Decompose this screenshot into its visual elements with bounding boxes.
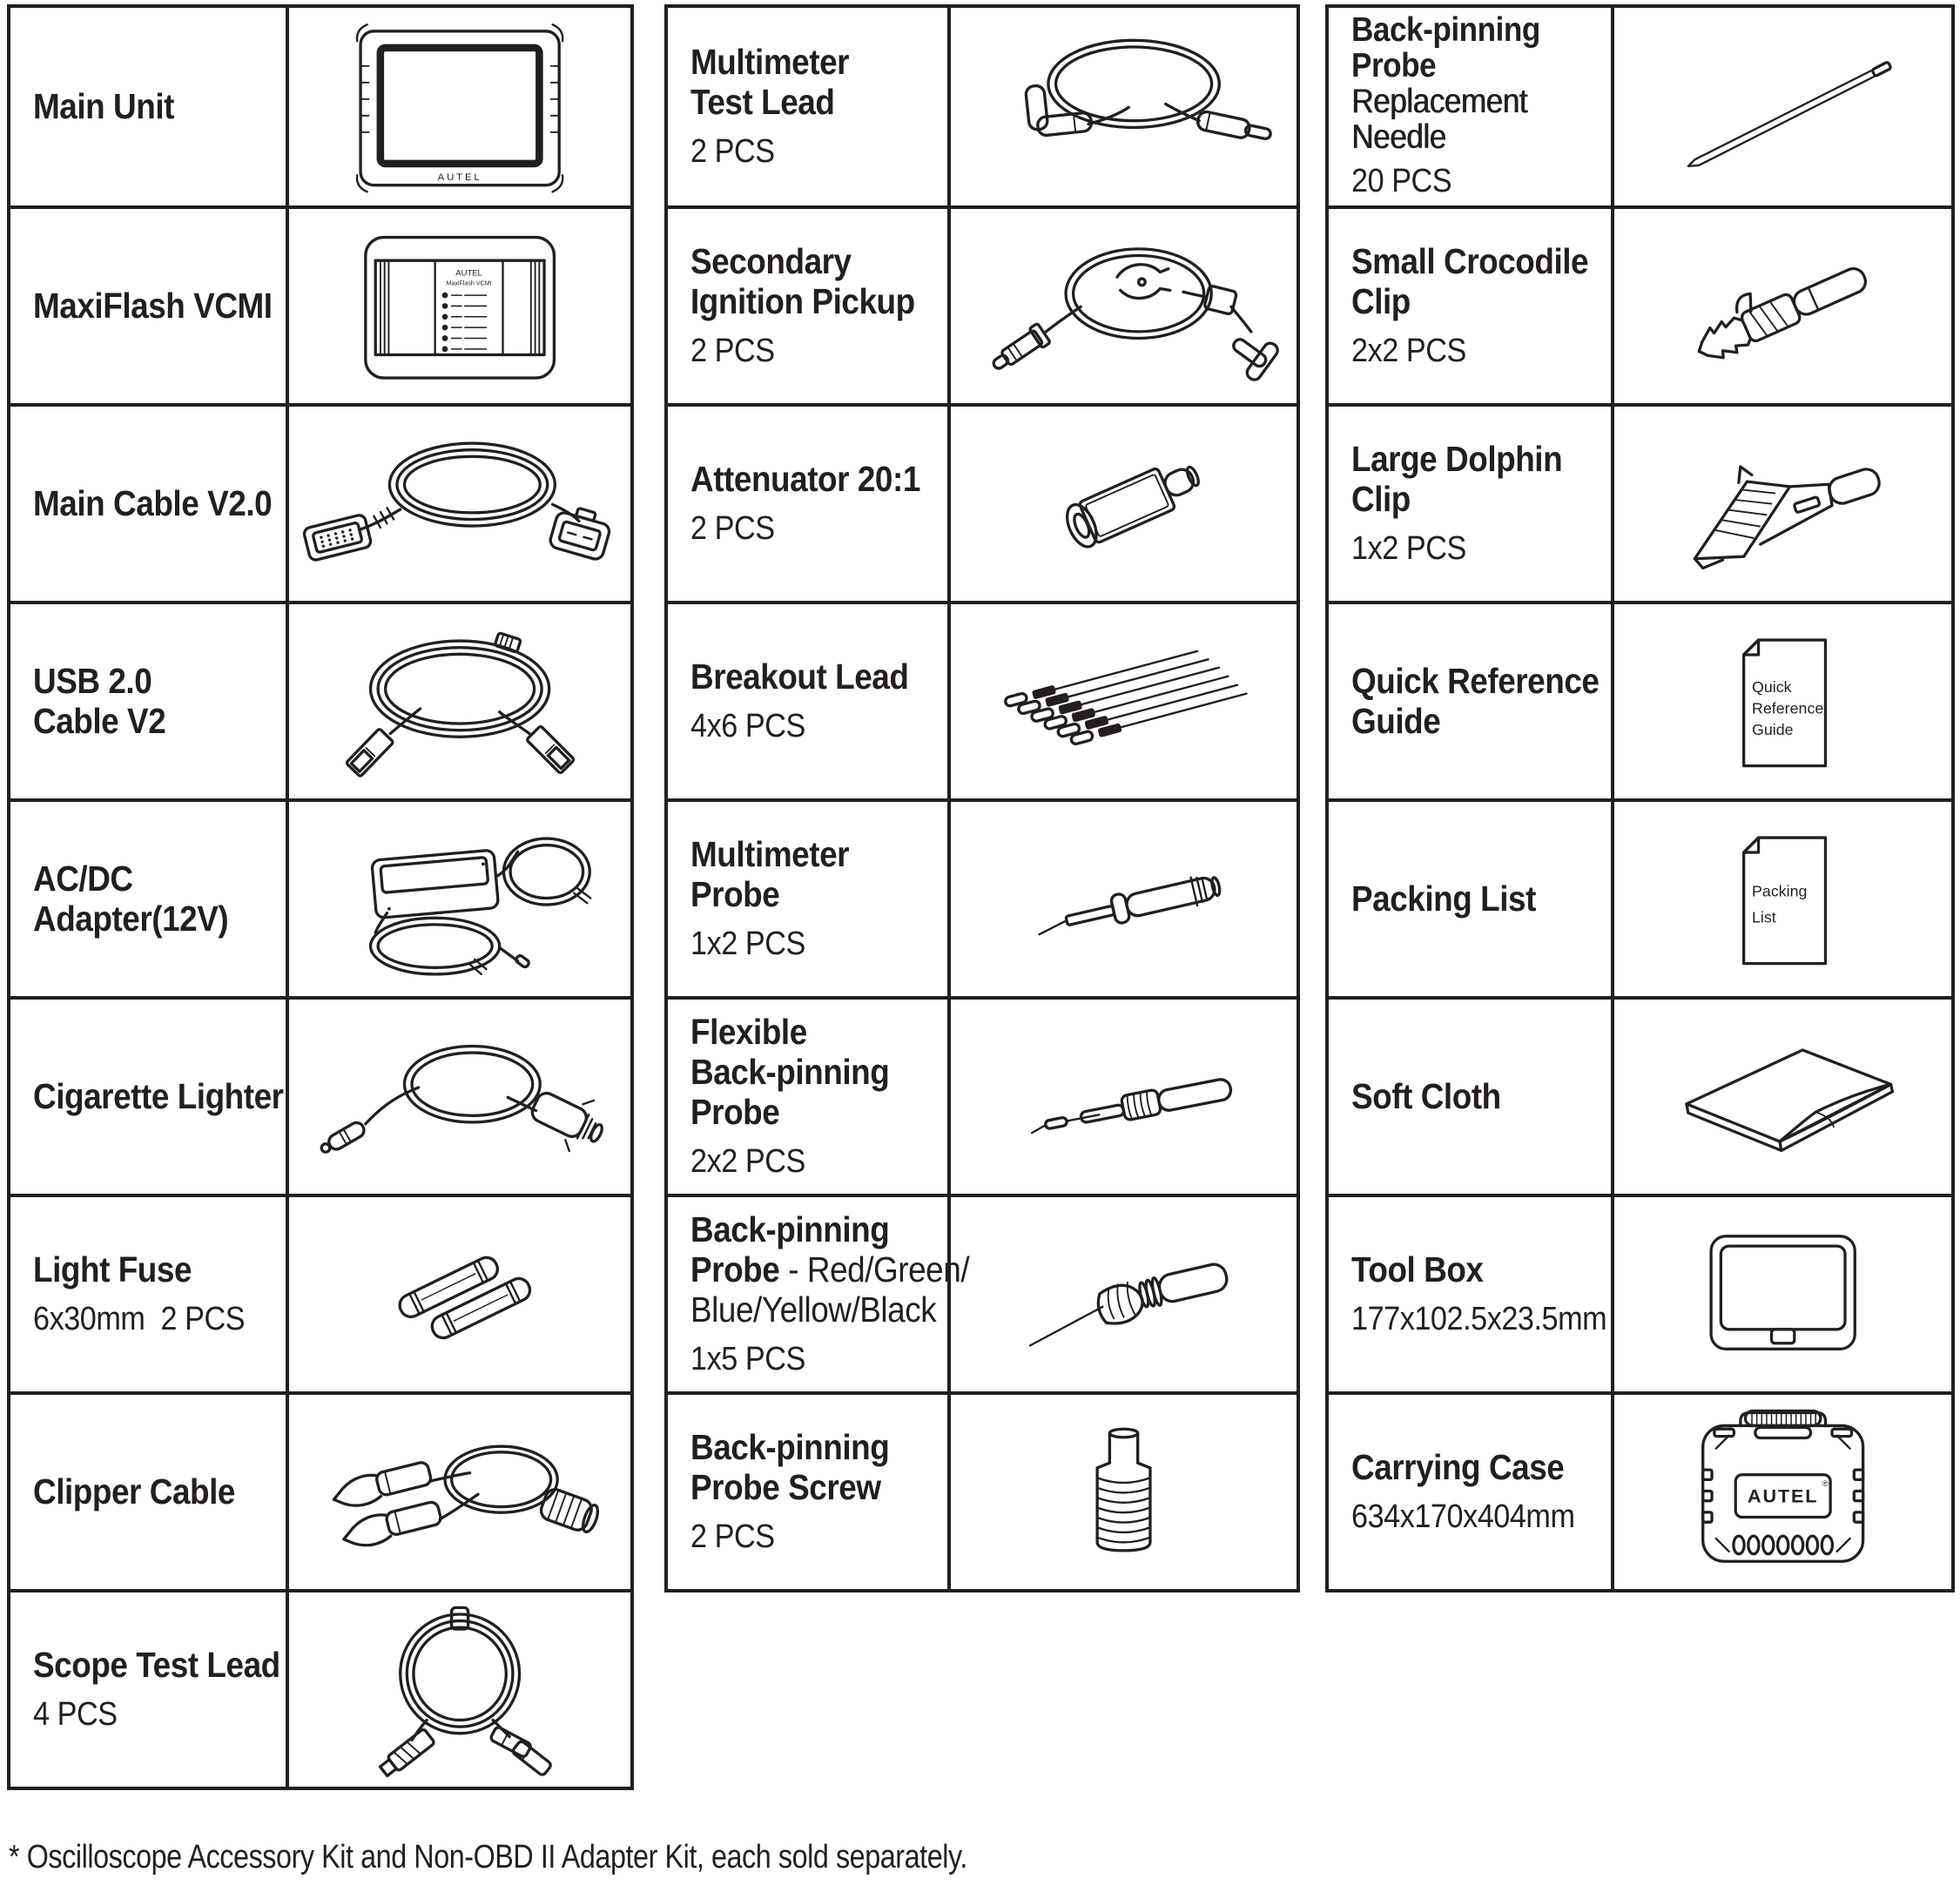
item-name-line: Tool Box [1351, 1249, 1484, 1290]
guide-page-text-line: Guide [1751, 720, 1794, 738]
item-name-line: Probe [690, 874, 780, 914]
cigarette-lighter-illustration [294, 1005, 625, 1189]
item-quantity: 4x6 PCS [690, 707, 805, 744]
multimeter-probe-label-cell [668, 802, 951, 996]
quick-reference-guide-illustration [1620, 609, 1946, 794]
item-name-line: Multimeter [690, 834, 850, 875]
battery-clamp [330, 1460, 433, 1512]
item-name [1351, 879, 1582, 919]
list-page-text-line: List [1751, 908, 1776, 926]
item-name-line: Probe Screw [690, 1467, 881, 1507]
breakout-lead-illustration [956, 609, 1291, 794]
scope-test-lead-image-cell [289, 1592, 630, 1787]
packing-list-illustration [1620, 807, 1946, 992]
registered-trademark-symbol: ® [1822, 1478, 1829, 1488]
item-name-line: Clip [1351, 281, 1411, 321]
packing-table-right [1325, 4, 1955, 1592]
main-cable-illustration [294, 412, 625, 596]
scope-test-lead-illustration [294, 1598, 625, 1782]
main-cable-label-cell [10, 407, 289, 601]
item-name [33, 482, 273, 524]
item-quantity: 2x2 PCS [1351, 332, 1466, 369]
row-quick-reference-guide [1329, 601, 1951, 798]
row-small-crocodile-clip [1329, 205, 1951, 403]
large-dolphin-clip-label-cell [1329, 407, 1614, 601]
item-quantity: 2 PCS [690, 1518, 775, 1555]
main-unit-label-cell [10, 8, 289, 205]
cigarette-lighter-label-cell [10, 1000, 289, 1194]
usb-plug-left [346, 728, 394, 776]
item-name-line: Cable V2 [33, 700, 166, 741]
item-name-line: Carrying Case [1351, 1447, 1565, 1488]
guide-page-text-line: Quick [1751, 677, 1792, 696]
item-name-line: Large Dolphin [1351, 439, 1563, 480]
item-name-line: Test Lead [690, 82, 835, 122]
item-name [1351, 440, 1582, 520]
item-dimensions: 634x170x404mm [1351, 1498, 1575, 1535]
soft-cloth-label-cell [1329, 1000, 1614, 1194]
scope-test-lead-label-cell [10, 1592, 289, 1787]
main-unit-image-cell [289, 8, 630, 205]
row-large-dolphin-clip [1329, 403, 1951, 601]
item-quantity: 4 PCS [33, 1695, 118, 1733]
item-quantity: 1x2 PCS [690, 925, 805, 962]
attenuator-label-cell [668, 407, 951, 601]
back-pinning-probe-illustration [956, 1202, 1291, 1387]
row-multimeter-test-lead [668, 8, 1297, 205]
item-name [690, 1428, 919, 1508]
item-name-line: Flexible [690, 1012, 807, 1053]
back-pinning-probe-screw-illustration [956, 1400, 1291, 1585]
item-name-line: Back-pinning [690, 1052, 890, 1093]
carrying-case-illustration [1620, 1400, 1946, 1585]
item-name-line: Main Unit [33, 85, 174, 126]
small-crocodile-clip-image-cell [1614, 209, 1951, 403]
row-replacement-needle [1329, 8, 1951, 205]
item-name [690, 43, 919, 123]
item-name-line: Attenuator 20:1 [690, 459, 920, 500]
item-name-line: Breakout Lead [690, 656, 909, 697]
item-name [1351, 660, 1600, 742]
item-quantity: 20 PCS [1351, 162, 1452, 199]
item-name [1351, 1448, 1582, 1488]
row-soft-cloth [1329, 996, 1951, 1194]
item-name [33, 285, 273, 327]
attenuator-illustration [956, 412, 1291, 596]
footnote: * Oscilloscope Accessory Kit and Non-OBD II Adapter Kit, each sold separately. [9, 1839, 967, 1875]
clipper-cable-label-cell [10, 1395, 289, 1589]
quick-reference-guide-label-cell [1329, 604, 1614, 798]
carrying-case-label-cell [1329, 1395, 1614, 1589]
row-maxiflash-vcmi [10, 205, 630, 403]
usb-cable-label-cell [10, 604, 289, 798]
tool-box-image-cell [1614, 1197, 1951, 1391]
item-name-line: Multimeter [690, 42, 850, 83]
replacement-needle-image-cell [1614, 8, 1951, 205]
item-name [33, 662, 257, 742]
item-name-line: Clipper Cable [33, 1471, 236, 1512]
row-ac-dc-adapter [10, 798, 630, 996]
vcmi-image-cell [289, 209, 630, 403]
item-name-line: Back-pinning [690, 1427, 890, 1468]
back-pinning-probe-screw-image-cell [951, 1395, 1297, 1589]
row-flexible-back-pinning-probe [668, 996, 1297, 1194]
ac-dc-adapter-image-cell [289, 802, 630, 996]
back-pinning-probe-image-cell [951, 1197, 1297, 1391]
item-name-bold-part: Probe [690, 1249, 780, 1290]
carrying-case-brand-text: AUTEL [1747, 1485, 1819, 1507]
multimeter-test-lead-illustration [956, 13, 1291, 201]
row-back-pinning-probe-screw [668, 1391, 1297, 1589]
item-name-line: Guide [1351, 700, 1441, 741]
multimeter-probe-illustration [956, 807, 1291, 992]
item-quantity: 2 PCS [690, 332, 775, 369]
item-name-line: Secondary [690, 241, 852, 282]
list-page-text-line: Packing [1751, 882, 1808, 900]
item-name-line: Probe [690, 1091, 780, 1132]
row-tool-box [1329, 1194, 1951, 1391]
row-usb-cable [10, 601, 630, 798]
item-name [690, 835, 919, 915]
clipper-cable-image-cell [289, 1395, 630, 1589]
item-name [1351, 241, 1589, 322]
tool-box-illustration [1620, 1202, 1946, 1387]
usb-plug-right [527, 725, 575, 773]
light-fuse-label-cell [10, 1197, 289, 1391]
item-name [33, 1075, 284, 1117]
flexible-back-pinning-probe-illustration [956, 1005, 1291, 1189]
item-name [690, 1209, 970, 1330]
item-name [1351, 1077, 1582, 1117]
item-name [1351, 1250, 1582, 1290]
soft-cloth-image-cell [1614, 1000, 1951, 1194]
item-name [690, 657, 919, 697]
attenuator-image-cell [951, 407, 1297, 601]
vcmi-led-indicators [442, 292, 448, 351]
secondary-ignition-pickup-image-cell [951, 209, 1297, 403]
vcmi-brand-text: AUTEL [455, 267, 482, 278]
item-name-line: Small Crocodile [1351, 241, 1589, 282]
row-packing-list [1329, 798, 1951, 996]
light-fuse-image-cell [289, 1197, 630, 1391]
row-main-unit [10, 8, 630, 205]
back-pinning-probe-screw-label-cell [668, 1395, 951, 1589]
guide-page-text-line: Reference [1751, 699, 1824, 717]
breakout-lead-label-cell [668, 604, 951, 798]
row-scope-test-lead [10, 1589, 630, 1787]
packing-table-left [7, 4, 634, 1790]
item-name-line: Soft Cloth [1351, 1075, 1501, 1116]
multimeter-test-lead-image-cell [951, 8, 1297, 205]
row-clipper-cable [10, 1391, 630, 1589]
item-color-variants-line: Blue/Yellow/Black [690, 1289, 937, 1330]
item-name-line: Packing List [1351, 878, 1536, 919]
row-secondary-ignition-pickup [668, 205, 1297, 403]
usb-cable-illustration [294, 609, 625, 794]
vcmi-model-text: MaxiFlash VCMI [446, 279, 492, 287]
item-name-line: Clip [1351, 479, 1411, 519]
small-crocodile-clip-illustration [1620, 214, 1946, 399]
item-name [33, 1645, 280, 1686]
usb-cable-image-cell [289, 604, 630, 798]
item-name-line: Replacement [1351, 83, 1527, 120]
item-name-line: Back-pinning [690, 1209, 890, 1250]
main-unit-illustration [294, 13, 625, 201]
main-cable-image-cell [289, 407, 630, 601]
tool-box-label-cell [1329, 1197, 1614, 1391]
secondary-ignition-pickup-label-cell [668, 209, 951, 403]
row-back-pinning-probe [668, 1194, 1297, 1391]
flexible-back-pinning-probe-image-cell [951, 1000, 1297, 1194]
cigarette-lighter-image-cell [289, 1000, 630, 1194]
soft-cloth-illustration [1620, 1005, 1946, 1189]
row-attenuator [668, 403, 1297, 601]
item-name [690, 460, 919, 500]
item-name-line: MaxiFlash VCMI [33, 285, 273, 326]
item-quantity: 1x2 PCS [1351, 529, 1466, 567]
item-name-line: Light Fuse [33, 1249, 192, 1290]
row-light-fuse [10, 1194, 630, 1391]
flexible-back-pinning-probe-label-cell [668, 1000, 951, 1194]
item-name-line: Adapter(12V) [33, 898, 229, 939]
item-name-line: Ignition Pickup [690, 281, 915, 321]
ac-dc-adapter-label-cell [10, 802, 289, 996]
item-name-line: Back-pinning [1351, 11, 1540, 50]
row-multimeter-probe [668, 798, 1297, 996]
item-quantity: 6x30mm 2 PCS [33, 1300, 246, 1337]
back-pinning-probe-label-cell [668, 1197, 970, 1391]
row-carrying-case [1329, 1391, 1951, 1589]
item-name [33, 87, 257, 127]
maxiflash-vcmi-illustration [294, 214, 625, 399]
item-color-variants-part: - Red/Green/ [788, 1249, 970, 1290]
item-name-line: Needle [1351, 118, 1446, 156]
row-breakout-lead [668, 601, 1297, 798]
item-name [690, 1013, 919, 1133]
vcmi-label-cell [10, 209, 289, 403]
item-dimensions: 177x102.5x23.5mm [1351, 1300, 1607, 1337]
item-quantity: 1x5 PCS [690, 1340, 805, 1377]
battery-clamp [340, 1500, 442, 1552]
large-dolphin-clip-image-cell [1614, 407, 1951, 601]
large-dolphin-clip-illustration [1620, 412, 1946, 596]
row-main-cable [10, 403, 630, 601]
quick-reference-guide-image-cell [1614, 604, 1951, 798]
main-unit-brand-text: AUTEL [437, 172, 482, 183]
secondary-ignition-pickup-illustration [956, 214, 1291, 399]
item-quantity: 2 PCS [690, 509, 775, 547]
item-name [33, 1472, 257, 1512]
item-name-line: AC/DC [33, 858, 133, 899]
packing-table-middle [664, 4, 1300, 1592]
item-name-line: USB 2.0 [33, 660, 152, 701]
packing-list-label-cell [1329, 802, 1614, 996]
lighter-socket [538, 1486, 601, 1535]
item-name-line: Main Cable V2.0 [33, 482, 273, 523]
item-quantity: 2 PCS [690, 132, 775, 170]
item-name-line: Quick Reference [1351, 660, 1600, 701]
item-name-line: Cigarette Lighter [33, 1075, 284, 1116]
packing-list-image-cell [1614, 802, 1951, 996]
item-name [690, 242, 919, 322]
lighter-plug [523, 1078, 613, 1160]
ac-dc-adapter-illustration [294, 807, 625, 992]
obd-connector [549, 502, 613, 561]
back-pinning-probe-replacement-needle-illustration [1620, 13, 1946, 201]
light-fuse-illustration [294, 1202, 625, 1387]
item-name [33, 859, 257, 939]
item-name [33, 1250, 257, 1290]
item-name-line: Scope Test Lead [33, 1645, 280, 1686]
item-name [1351, 13, 1582, 156]
item-name-line [690, 1249, 970, 1290]
breakout-lead-image-cell [951, 604, 1297, 798]
db-connector [303, 514, 372, 561]
row-cigarette-lighter [10, 996, 630, 1194]
multimeter-probe-image-cell [951, 802, 1297, 996]
carrying-case-image-cell [1614, 1395, 1951, 1589]
small-crocodile-clip-label-cell [1329, 209, 1614, 403]
multimeter-test-lead-label-cell [668, 8, 951, 205]
item-quantity: 2x2 PCS [690, 1142, 805, 1180]
replacement-needle-label-cell [1329, 8, 1614, 205]
clipper-cable-illustration [294, 1400, 625, 1585]
item-name-line: Probe [1351, 47, 1437, 85]
